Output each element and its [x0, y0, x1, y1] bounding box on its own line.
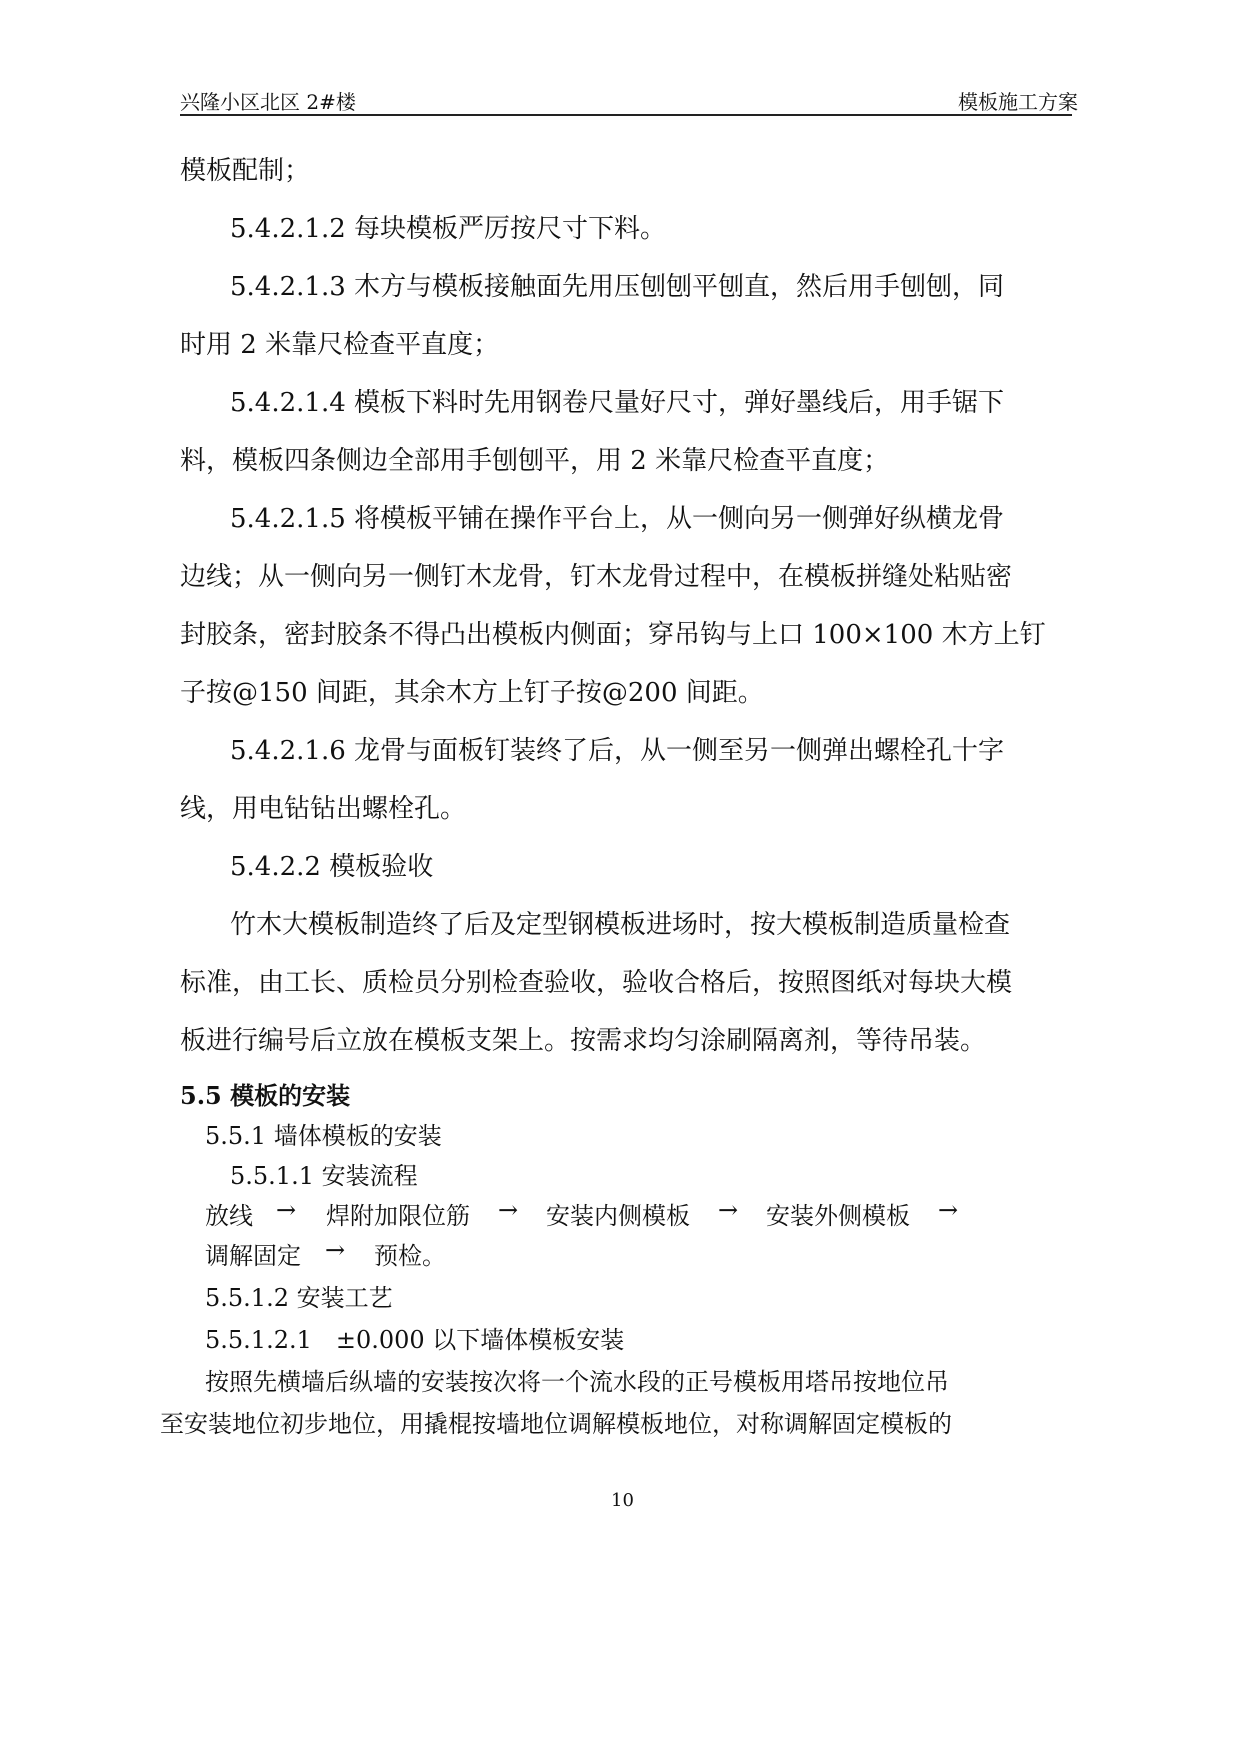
- section-heading: 5.5 模板的安装: [180, 1081, 351, 1110]
- subsection-5-5-1-2: 5.5.1.2 安装工艺: [205, 1284, 393, 1312]
- flow-arrow: →: [498, 1196, 519, 1224]
- header-rule: [180, 114, 1072, 116]
- header-left: 兴隆小区北区 2#楼: [180, 90, 356, 114]
- flow-arrow: →: [325, 1236, 346, 1264]
- line-9: 封胶条，密封胶条不得凸出模板内侧面；穿吊钩与上口 100×100 木方上钉: [180, 620, 1046, 650]
- line-14: 竹木大模板制造终了后及定型钢模板进场时，按大模板制造质量检查: [230, 910, 1011, 940]
- line-3: 5.4.2.1.3 木方与模板接触面先用压刨刨平刨直，然后用手刨刨，同: [230, 272, 1005, 302]
- line-12: 线，用电钻钻出螺栓孔。: [180, 794, 467, 824]
- flow-step: 预检。: [374, 1242, 446, 1270]
- body-line: 按照先横墙后纵墙的安装按次将一个流水段的正号模板用塔吊按地位吊: [205, 1368, 949, 1396]
- page-number: 10: [611, 1490, 634, 1511]
- subsection-5-5-1: 5.5.1 墙体模板的安装: [205, 1122, 442, 1150]
- line-1: 模板配制；: [180, 156, 311, 186]
- flow-arrow: →: [276, 1196, 297, 1224]
- subsection-5-5-1-1: 5.5.1.1 安装流程: [230, 1162, 418, 1190]
- flow-step: 焊附加限位筋: [326, 1202, 470, 1230]
- flow-step: 调解固定: [205, 1242, 301, 1270]
- flow-arrow: →: [718, 1196, 739, 1224]
- line-16: 板进行编号后立放在模板支架上。按需求均匀涂刷隔离剂，等待吊装。: [180, 1026, 987, 1056]
- line-8: 边线；从一侧向另一侧钉木龙骨，钉木龙骨过程中，在模板拼缝处粘贴密: [180, 562, 1013, 592]
- line-7: 5.4.2.1.5 将模板平铺在操作平台上，从一侧向另一侧弹好纵横龙骨: [230, 504, 1005, 534]
- flow-step: 安装内侧模板: [546, 1202, 690, 1230]
- line-13: 5.4.2.2 模板验收: [230, 852, 434, 882]
- flow-step: 放线: [205, 1202, 253, 1230]
- line-5: 5.4.2.1.4 模板下料时先用钢卷尺量好尺寸，弹好墨线后，用手锯下: [230, 388, 1005, 418]
- line-15: 标准，由工长、质检员分别检查验收，验收合格后，按照图纸对每块大模: [180, 968, 1013, 998]
- line-2: 5.4.2.1.2 每块模板严厉按尺寸下料。: [230, 214, 667, 244]
- line-11: 5.4.2.1.6 龙骨与面板钉装终了后，从一侧至另一侧弹出螺栓孔十字: [230, 736, 1005, 766]
- flow-step: 安装外侧模板: [766, 1202, 910, 1230]
- line-4: 时用 2 米靠尺检查平直度；: [180, 330, 500, 360]
- flow-arrow: →: [938, 1196, 959, 1224]
- header-right: 模板施工方案: [958, 90, 1078, 114]
- subsection-5-5-1-2-1: 5.5.1.2.1 ±0.000 以下墙体模板安装: [205, 1326, 625, 1354]
- line-10: 子按@150 间距，其余木方上钉子按@200 间距。: [180, 678, 764, 708]
- body-line: 至安装地位初步地位，用撬棍按墙地位调解模板地位，对称调解固定模板的: [160, 1410, 952, 1438]
- line-6: 料，模板四条侧边全部用手刨刨平，用 2 米靠尺检查平直度；: [180, 446, 890, 476]
